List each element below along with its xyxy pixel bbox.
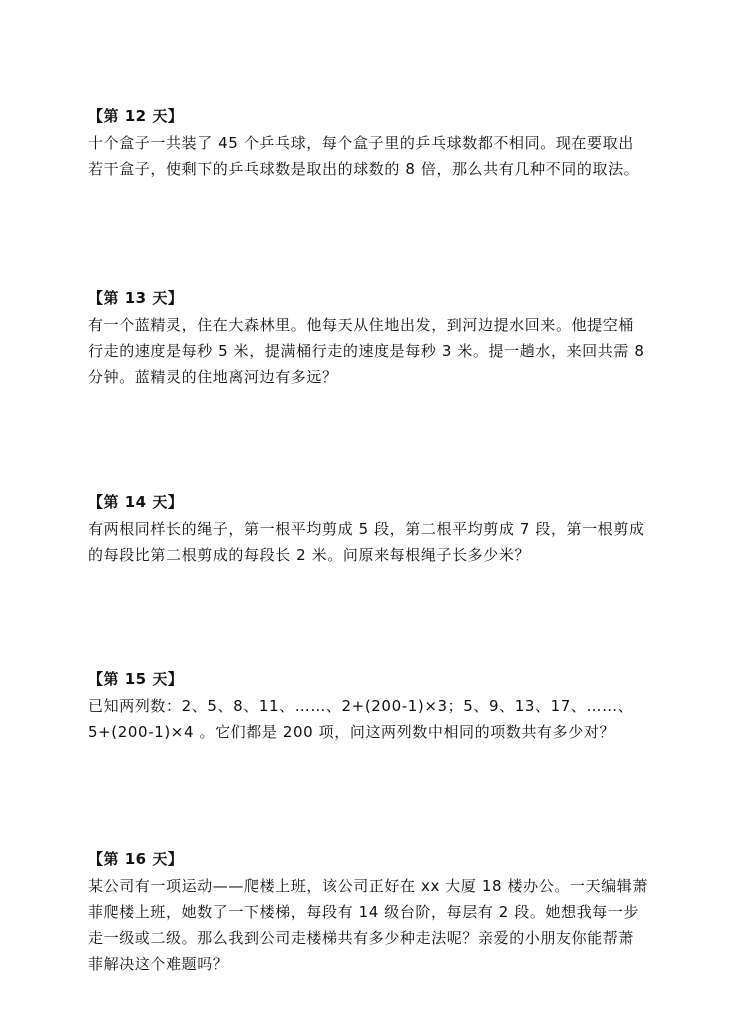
problem-text-line: 已知两列数：2、5、8、11、……、2+(200-1)×3；5、9、13、17、……、 [88,697,634,715]
problem-text-line: 有一个蓝精灵，住在大森林里。他每天从住地出发，到河边提水回来。他提空桶 [88,316,635,334]
problem-text-line: 有两根同样长的绳子，第一根平均剪成 5 段，第二根平均剪成 7 段，第一根剪成 [88,520,645,538]
problem-text-line: 菲爬楼上班，她数了一下楼梯，每段有 14 级台阶，每层有 2 段。她想我每一步 [88,903,640,921]
problem-day-13 [88,288,668,390]
problem-text-line: 分钟。蓝精灵的住地离河边有多远？ [88,368,338,386]
problem-text-line: 行走的速度是每秒 5 米，提满桶行走的速度是每秒 3 米。提一趟水，来回共需 8 [88,342,645,360]
problem-day-12 [88,106,668,182]
problem-text-line: 某公司有一项运动——爬楼上班，该公司正好在 xx 大厦 18 楼办公。一天编辑萧 [88,877,648,895]
problem-text-line: 的每段比第二根剪成的每段长 2 米。问原来每根绳子长多少米？ [88,546,531,564]
day-title: 【第 13 天】 [88,289,184,307]
problem-text-line: 走一级或二级。那么我到公司走楼梯共有多少种走法呢？亲爱的小朋友你能帮萧 [88,929,635,947]
day-title: 【第 16 天】 [88,850,184,868]
day-title: 【第 12 天】 [88,107,184,125]
day-title: 【第 15 天】 [88,670,184,688]
problem-day-15 [88,669,668,745]
problem-day-14 [88,492,668,568]
day-title: 【第 14 天】 [88,493,184,511]
problem-day-16 [88,849,668,977]
problem-text-line: 若干盒子，使剩下的乒乓球数是取出的球数的 8 倍，那么共有几种不同的取法。 [88,160,640,178]
problem-text-line: 十个盒子一共装了 45 个乒乓球，每个盒子里的乒乓球数都不相同。现在要取出 [88,134,634,152]
problem-text-line: 5+(200-1)×4 。它们都是 200 项，问这两列数中相同的项数共有多少对？ [88,723,616,741]
problem-text-line: 菲解决这个难题吗？ [88,955,229,973]
